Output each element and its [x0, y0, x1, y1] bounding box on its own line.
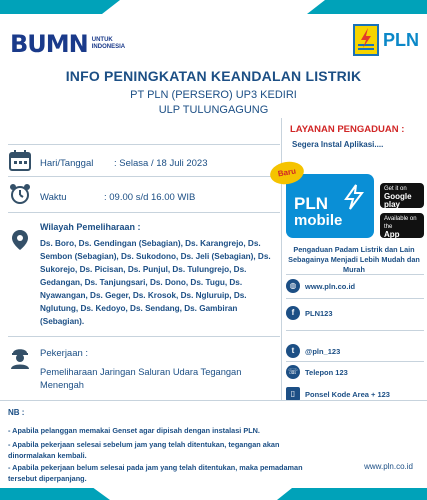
app-name-line2: mobile	[294, 212, 343, 229]
area-label: Wilayah Pemeliharaan :	[40, 222, 141, 232]
contact-website[interactable]	[286, 279, 426, 293]
pln-lightning-icon	[353, 24, 379, 56]
time-label: Waktu	[40, 192, 67, 203]
phone-text: Telepon 123	[305, 367, 348, 377]
note-item: - Apabila pekerjaan belum selesai pada jam yang telah ditentukan, maka pemadaman tersebut diperpanjang.	[8, 463, 303, 483]
app-name-line1: PLN	[294, 194, 328, 213]
note-item: - Apabila pekerjaan selesai sebelum jam yang telah ditentukan, tegangan akan dinormalakan kembali.	[8, 440, 280, 460]
divider	[286, 361, 424, 362]
mobile-phone-icon: ▯	[286, 387, 300, 401]
page-title: INFO PENINGKATAN KEANDALAN LISTRIK	[65, 68, 362, 84]
bumn-logo-subtitle: UNTUK INDONESIA	[91, 37, 126, 50]
corner-decoration-top-right	[307, 0, 427, 14]
app-store-label: App Store	[384, 230, 405, 247]
facebook-icon: f	[286, 306, 300, 320]
divider	[286, 274, 424, 275]
note-item: - Apabila pelanggan memakai Genset agar dipisah dengan instalasi PLN.	[8, 426, 260, 435]
twitter-text: @pln_123	[305, 346, 341, 356]
service-description: Pengaduan Padam Listrik dan Lain Sebagainya Menjadi Lebih Mudah dan Murah	[288, 245, 420, 274]
google-play-caption: Get it on	[384, 186, 407, 192]
app-store-caption: Available on the	[384, 216, 417, 230]
google-play-label: Google play	[384, 192, 412, 209]
notes-label: NB :	[8, 408, 25, 417]
app-store-button[interactable]	[380, 213, 424, 247]
date-value: : Selasa / 18 Juli 2023	[114, 158, 208, 169]
lightning-icon	[340, 184, 368, 210]
pln-mobile-app-card[interactable]	[286, 174, 374, 238]
bumn-logo-mark: BUMN	[10, 30, 88, 58]
unit-name: ULP TULUNGAGUNG	[158, 104, 269, 116]
calendar-icon	[8, 148, 32, 172]
map-pin-icon	[8, 228, 32, 252]
alarm-clock-icon	[8, 182, 32, 206]
divider	[8, 144, 280, 145]
divider	[286, 298, 424, 299]
contact-facebook[interactable]	[286, 306, 426, 320]
organization-name: PT PLN (PERSERO) UP3 KEDIRI	[130, 89, 297, 101]
facebook-text: PLN123	[305, 308, 333, 318]
column-divider	[281, 118, 282, 400]
area-value: Ds. Boro, Ds. Gendingan (Sebagian), Ds. Karangrejo, Ds. Sembon (Sebagian), Ds. Sukodono, Ds. Jeli (Sebagian), Ds. Sukorejo, Ds. Picisan, Ds. Punjul, Ds. Tulungrejo, Ds. Gedangan, Ds. Tanjungsari, Ds. Dono, Ds. Tugu, Ds. Nyawangan, Ds. Geger, Ds. Krosok, Ds. Ngluruip, Ds. Nglutung, Ds. Kedoyo, Ds. Sendang, Ds. Gambiran (Sebagian).	[40, 239, 271, 326]
corner-decoration-bottom-right	[277, 488, 427, 500]
contact-phone[interactable]	[286, 365, 426, 379]
pln-logo	[353, 24, 419, 56]
worker-icon	[8, 344, 32, 368]
corner-decoration-top-left	[0, 0, 120, 14]
divider	[8, 212, 280, 213]
notes-divider	[0, 400, 427, 401]
new-badge: Baru	[268, 159, 305, 187]
pln-logo-text: PLN	[383, 29, 419, 50]
corner-decoration-bottom-left	[0, 488, 110, 500]
time-value: : 09.00 s/d 16.00 WIB	[104, 192, 196, 203]
divider	[286, 330, 424, 331]
service-title: LAYANAN PENGADUAN :	[290, 124, 405, 135]
date-label: Hari/Tanggal	[40, 158, 94, 169]
phone-icon: ☏	[286, 365, 300, 379]
footer-url[interactable]: www.pln.co.id	[364, 462, 413, 471]
work-label: Pekerjaan :	[40, 348, 89, 359]
google-play-button[interactable]	[380, 183, 424, 208]
service-subtitle: Segera Instal Aplikasi....	[292, 140, 384, 149]
twitter-icon: t	[286, 344, 300, 358]
globe-icon: ◍	[286, 279, 300, 293]
divider	[8, 176, 280, 177]
contact-mobile[interactable]	[286, 387, 426, 401]
website-text: www.pln.co.id	[305, 281, 356, 291]
work-value: Pemeliharaan Jaringan Saluran Udara Tegangan Menengah	[40, 367, 242, 390]
divider	[8, 336, 280, 337]
mobile-text: Ponsel Kode Area + 123	[305, 389, 390, 399]
contact-twitter[interactable]	[286, 344, 426, 358]
bumn-logo	[10, 30, 132, 58]
